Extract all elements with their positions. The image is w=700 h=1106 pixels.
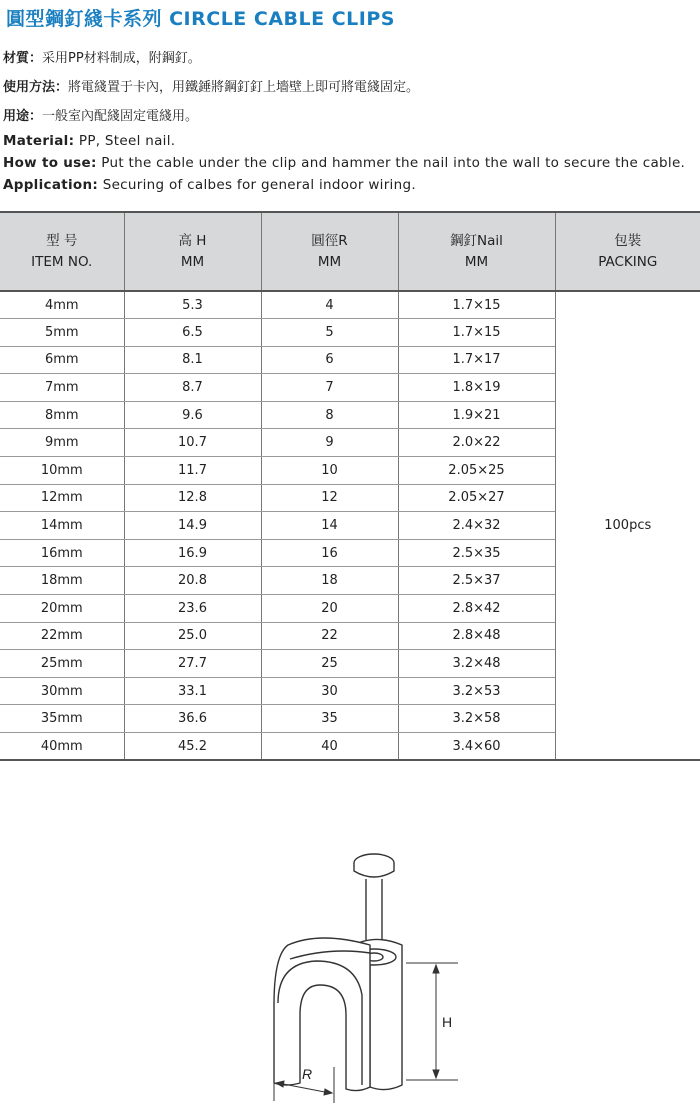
cell-height: 14.9 <box>124 512 261 540</box>
cn-usage: 使用方法：將電綫置于卡內，用鐵錘將鋼釘釘上墻壁上即可將電綫固定。 <box>3 80 420 95</box>
cn-material: 材質：采用PP材料制成，附鋼釘。 <box>3 51 201 66</box>
cell-item-no: 18mm <box>0 567 124 595</box>
cell-item-no: 12mm <box>0 484 124 512</box>
cell-height: 8.7 <box>124 374 261 402</box>
cell-height: 45.2 <box>124 733 261 761</box>
cell-item-no: 30mm <box>0 677 124 705</box>
cell-radius: 8 <box>261 401 398 429</box>
cell-item-no: 8mm <box>0 401 124 429</box>
cell-radius: 12 <box>261 484 398 512</box>
header-height: 高 H MM <box>124 212 261 291</box>
cell-nail: 1.7×15 <box>398 319 555 347</box>
cell-height: 33.1 <box>124 677 261 705</box>
cell-radius: 10 <box>261 457 398 485</box>
cell-radius: 25 <box>261 650 398 678</box>
cell-height: 5.3 <box>124 291 261 319</box>
cell-item-no: 20mm <box>0 595 124 623</box>
english-info <box>3 130 685 196</box>
cell-nail: 3.2×48 <box>398 650 555 678</box>
cell-nail: 2.5×35 <box>398 539 555 567</box>
cell-radius: 40 <box>261 733 398 761</box>
chinese-info <box>3 44 419 131</box>
en-application: Application: Securing of calbes for general indoor wiring. <box>3 177 416 193</box>
cell-item-no: 5mm <box>0 319 124 347</box>
cell-nail: 3.2×58 <box>398 705 555 733</box>
cell-nail: 2.8×42 <box>398 595 555 623</box>
table-body <box>0 291 700 760</box>
header-item-no: 型 号 ITEM NO. <box>0 212 124 291</box>
cell-nail: 2.05×27 <box>398 484 555 512</box>
cell-item-no: 16mm <box>0 539 124 567</box>
cell-nail: 2.0×22 <box>398 429 555 457</box>
cell-nail: 1.7×17 <box>398 346 555 374</box>
cell-radius: 18 <box>261 567 398 595</box>
cell-item-no: 14mm <box>0 512 124 540</box>
cable-clip-diagram <box>230 835 480 1105</box>
cell-height: 36.6 <box>124 705 261 733</box>
cell-item-no: 10mm <box>0 457 124 485</box>
cn-application: 用途：一般室內配綫固定電綫用。 <box>3 109 199 124</box>
cell-item-no: 6mm <box>0 346 124 374</box>
spec-table <box>0 211 700 761</box>
header-nail: 鋼釘Nail MM <box>398 212 555 291</box>
page-title: 圓型鋼釘綫卡系列 CIRCLE CABLE CLIPS <box>6 8 395 30</box>
cell-item-no: 4mm <box>0 291 124 319</box>
cell-radius: 6 <box>261 346 398 374</box>
cell-nail: 3.4×60 <box>398 733 555 761</box>
table-header-row <box>0 212 700 291</box>
cell-height: 20.8 <box>124 567 261 595</box>
cell-height: 9.6 <box>124 401 261 429</box>
dimension-r-label: R <box>302 1066 313 1082</box>
cell-item-no: 7mm <box>0 374 124 402</box>
cell-radius: 20 <box>261 595 398 623</box>
en-material: Material: PP, Steel nail. <box>3 133 176 149</box>
cell-radius: 9 <box>261 429 398 457</box>
cell-radius: 16 <box>261 539 398 567</box>
cell-item-no: 35mm <box>0 705 124 733</box>
cell-height: 16.9 <box>124 539 261 567</box>
cell-height: 23.6 <box>124 595 261 623</box>
table-row <box>0 291 700 319</box>
cell-radius: 4 <box>261 291 398 319</box>
cell-height: 11.7 <box>124 457 261 485</box>
cell-nail: 2.8×48 <box>398 622 555 650</box>
cell-radius: 7 <box>261 374 398 402</box>
cell-nail: 1.7×15 <box>398 291 555 319</box>
dimension-h-label: H <box>442 1014 453 1030</box>
header-packing: 包裝 PACKING <box>555 212 700 291</box>
cell-height: 6.5 <box>124 319 261 347</box>
cell-item-no: 25mm <box>0 650 124 678</box>
cell-nail: 2.5×37 <box>398 567 555 595</box>
cell-nail: 1.9×21 <box>398 401 555 429</box>
cell-nail: 2.05×25 <box>398 457 555 485</box>
cell-item-no: 9mm <box>0 429 124 457</box>
cell-packing: 100pcs <box>555 291 700 760</box>
cell-radius: 22 <box>261 622 398 650</box>
cell-height: 27.7 <box>124 650 261 678</box>
cell-item-no: 40mm <box>0 733 124 761</box>
cell-nail: 2.4×32 <box>398 512 555 540</box>
header-radius: 圓徑R MM <box>261 212 398 291</box>
cell-radius: 35 <box>261 705 398 733</box>
cell-height: 8.1 <box>124 346 261 374</box>
cell-radius: 14 <box>261 512 398 540</box>
cell-radius: 30 <box>261 677 398 705</box>
en-how-to-use: How to use: Put the cable under the clip and hammer the nail into the wall to secure the cable. <box>3 155 686 171</box>
cell-height: 25.0 <box>124 622 261 650</box>
cell-radius: 5 <box>261 319 398 347</box>
cell-height: 12.8 <box>124 484 261 512</box>
cell-height: 10.7 <box>124 429 261 457</box>
cell-item-no: 22mm <box>0 622 124 650</box>
cell-nail: 1.8×19 <box>398 374 555 402</box>
cell-nail: 3.2×53 <box>398 677 555 705</box>
